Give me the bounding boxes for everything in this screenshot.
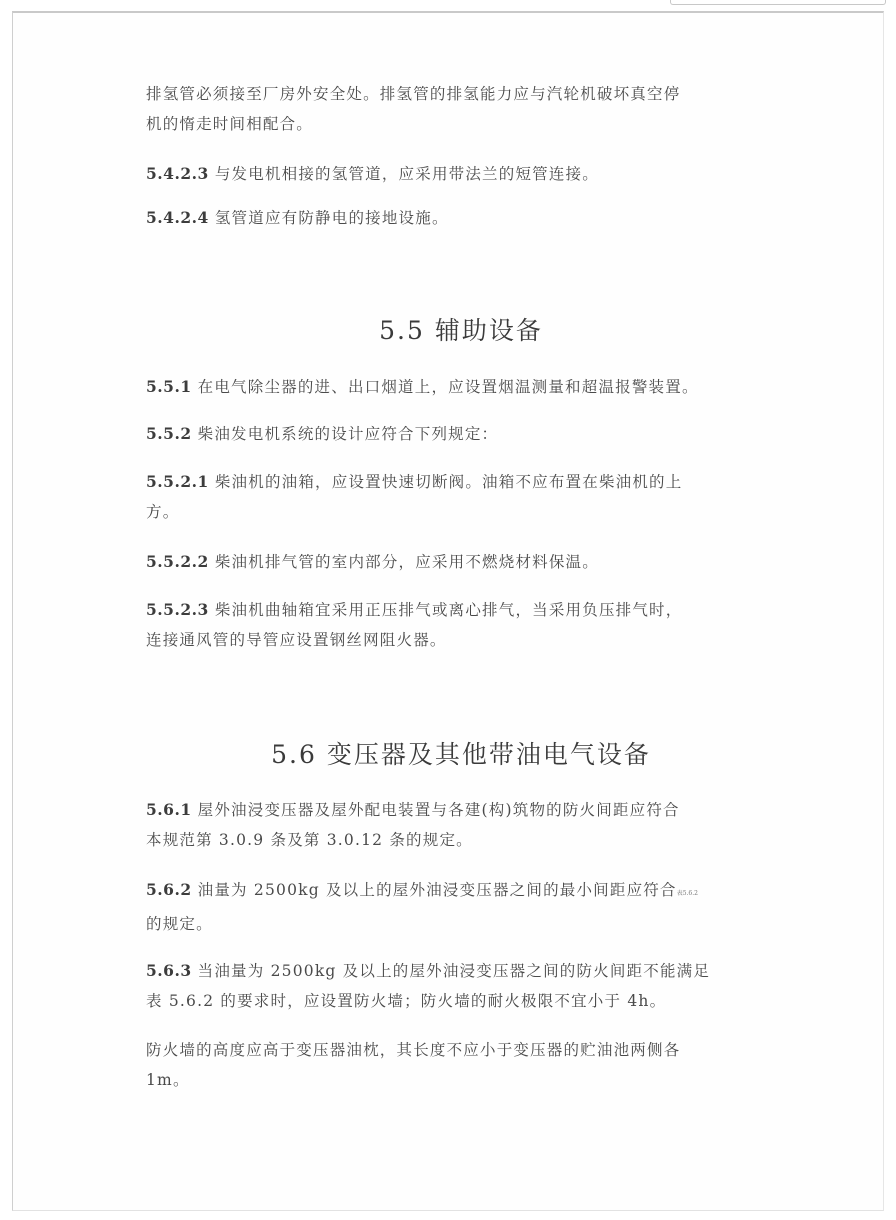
clause-number: 5.5.2.3 [146,600,209,619]
clause-5-6-1 [146,795,776,855]
clause-number: 5.5.1 [146,377,192,396]
text-line: 1m。 [146,1071,190,1089]
clause-text: 在电气除尘器的进、出口烟道上，应设置烟温测量和超温报警装置。 [197,378,699,396]
clause-number: 5.5.2.1 [146,472,209,491]
clause-5-5-2-1 [146,467,776,527]
clause-number: 5.6.3 [146,961,192,980]
clause-text: 柴油发电机系统的设计应符合下列规定： [197,425,499,443]
clause-5-6-2 [146,875,776,939]
clause-text-cont: 的规定。 [146,915,213,933]
clause-number: 5.5.2 [146,424,192,443]
toolbar-box-edge [670,0,886,5]
section-heading-5-5: 5.5 辅助设备 [379,316,543,345]
clause-text-cont: 表 5.6.2 的要求时，应设置防火墙；防火墙的耐火极限不宜小于 4h。 [146,992,667,1010]
clause-text: 柴油机排气管的室内部分，应采用不燃烧材料保温。 [214,553,599,571]
document-page [12,11,884,1211]
clause-text-cont: 本规范第 3.0.9 条及第 3.0.12 条的规定。 [146,831,473,849]
paragraph-hydrogen-exhaust [146,79,776,139]
clause-5-5-2-3 [146,595,776,655]
section-heading-5-6: 5.6 变压器及其他带油电气设备 [271,740,651,769]
clause-number: 5.6.1 [146,800,192,819]
clause-text-cont: 连接通风管的导管应设置钢丝网阻火器。 [146,631,447,649]
paragraph-firewall-height [146,1035,776,1095]
clause-text: 氢管道应有防静电的接地设施。 [214,209,449,227]
clause-5-5-2-2 [146,547,776,577]
text-line: 排氢管必须接至厂房外安全处。排氢管的排氢能力应与汽轮机破坏真空停 [146,85,681,103]
clause-text: 屋外油浸变压器及屋外配电装置与各建(构)筑物的防火间距应符合 [197,801,680,819]
clause-5-4-2-4 [146,203,776,233]
clause-number: 5.4.2.4 [146,208,209,227]
clause-5-6-3 [146,956,776,1016]
clause-text: 当油量为 2500kg 及以上的屋外油浸变压器之间的防火间距不能满足 [197,962,711,980]
clause-text: 与发电机相接的氢管道，应采用带法兰的短管连接。 [214,165,599,183]
clause-number: 5.4.2.3 [146,164,209,183]
clause-text: 油量为 2500kg 及以上的屋外油浸变压器之间的最小间距应符合 [197,881,677,899]
clause-number: 5.5.2.2 [146,552,209,571]
text-line: 机的惰走时间相配合。 [146,115,314,133]
clause-5-5-2 [146,419,776,449]
clause-number: 5.6.2 [146,880,192,899]
table-reference-small: 表5.6.2 [676,890,698,897]
clause-5-4-2-3 [146,159,776,189]
clause-text: 柴油机的油箱，应设置快速切断阀。油箱不应布置在柴油机的上 [214,473,683,491]
clause-text: 柴油机曲轴箱宜采用正压排气或离心排气，当采用负压排气时， [214,601,683,619]
text-line: 防火墙的高度应高于变压器油枕，其长度不应小于变压器的贮油池两侧各 [146,1041,681,1059]
clause-text-cont: 方。 [146,503,180,521]
clause-5-5-1 [146,372,776,402]
